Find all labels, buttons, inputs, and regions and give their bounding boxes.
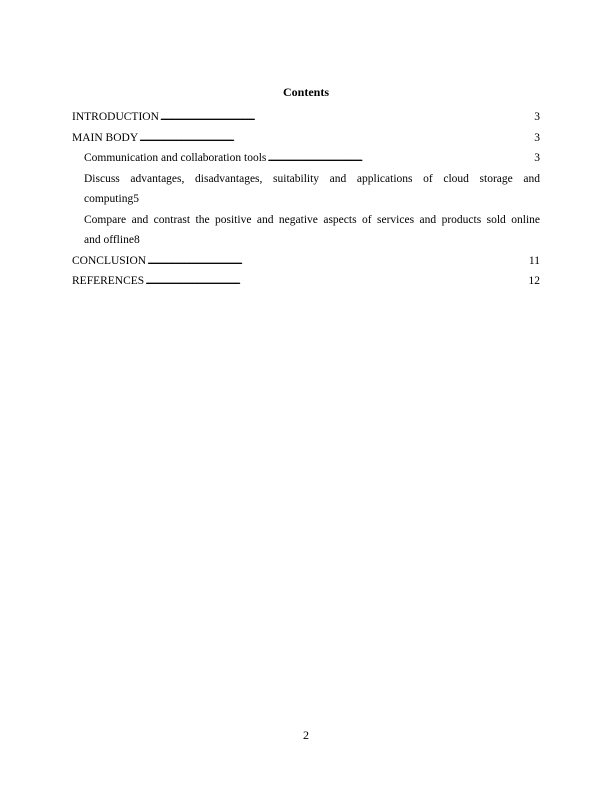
table-of-contents — [72, 84, 540, 292]
toc-entry-communication-tools[interactable] — [72, 148, 540, 169]
toc-entry-text-line-1: Compare and contrast the positive and negative aspects of services and products sold online — [84, 213, 540, 226]
toc-entry-page: 3 — [534, 131, 540, 144]
toc-entry-page: 3 — [534, 111, 540, 123]
page-number: 2 — [303, 728, 309, 742]
toc-entry-references[interactable] — [72, 271, 540, 292]
toc-entry-text-line-2: computing — [84, 193, 134, 205]
toc-entry-text: Communication and collaboration tools — [84, 152, 267, 164]
toc-entry-page: 5 — [133, 193, 139, 205]
toc-entry-conclusion[interactable] — [72, 251, 540, 272]
toc-entry-main-body[interactable] — [72, 128, 540, 149]
toc-entry-text: CONCLUSION — [72, 254, 147, 267]
toc-entry-cloud-storage[interactable] — [72, 169, 540, 210]
toc-entry-text: REFERENCES — [72, 275, 145, 287]
toc-entry-page: 12 — [528, 275, 540, 287]
toc-entry-text: MAIN BODY — [72, 131, 139, 144]
toc-entry-page: 3 — [534, 152, 540, 164]
toc-entry-line-2 — [84, 230, 540, 251]
toc-entry-text-line-2: and offline — [84, 234, 134, 246]
toc-entry-text-line-1: Discuss advantages, disadvantages, suitability and applications of cloud storage and — [84, 172, 540, 185]
dot-leader — [267, 148, 533, 169]
toc-entry-line-2 — [84, 189, 540, 210]
toc-entry-online-offline[interactable] — [72, 210, 540, 251]
toc-entry-text: INTRODUCTION — [72, 111, 159, 123]
dot-leader — [145, 271, 527, 292]
dot-leader — [160, 107, 533, 128]
toc-entry-page: 11 — [528, 254, 540, 267]
dot-leader — [147, 251, 528, 272]
toc-entry-page: 8 — [133, 234, 140, 246]
dot-leader — [139, 128, 533, 149]
toc-entry-introduction[interactable] — [72, 107, 540, 128]
toc-title: Contents — [282, 85, 329, 99]
